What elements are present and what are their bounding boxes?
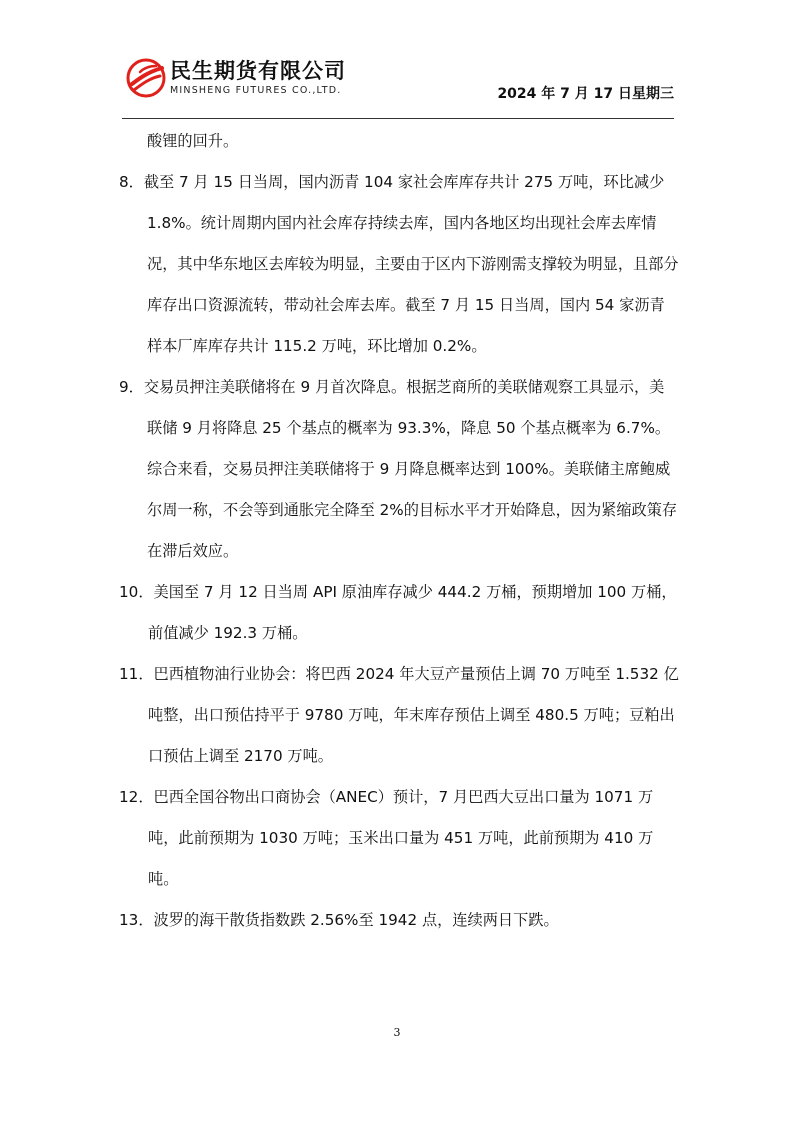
report-body [119, 121, 679, 941]
news-item-9: 9．交易员押注美联储将在 9 月首次降息。根据芝商所的美联储观察工具显示，美联储 9 月将降息 25 个基点的概率为 93.3%，降息 50 个基点概率为 6.7%。综合来看，交易员押注美联储将于 9 月降息概率达到 100%。美联储主席鲍威尔周一称，不会等到通胀完全降至 2%的目标水平才开始降息，因为紧缩政策存在滞后效应。 [119, 378, 678, 560]
news-item-11: 11．巴西植物油行业协会：将巴西 2024 年大豆产量预估上调 70 万吨至 1.532 亿吨整，出口预估持平于 9780 万吨，年末库存预估上调至 480.5 万吨；豆粕出口预估上调至 2170 万吨。 [119, 665, 679, 765]
news-item-8: 8．截至 7 月 15 日当周，国内沥青 104 家社会库库存共计 275 万吨，环比减少 1.8%。统计周期内国内社会库存持续去库，国内各地区均出现社会库去库情况，其中华东地区去库较为明显，主要由于区内下游刚需支撑较为明显，且部分库存出口资源流转，带动社会库去库。截至 7 月 15 日当周，国内 54 家沥青样本厂库库存共计 115.2 万吨，环比增加 0.2%。 [119, 173, 679, 355]
company-logo [122, 54, 372, 102]
page-header [122, 52, 674, 119]
page-number: 3 [393, 1026, 401, 1039]
news-item-10: 10．美国至 7 月 12 日当周 API 原油库存减少 444.2 万桶，预期增加 100 万桶，前值减少 192.3 万桶。 [119, 583, 677, 642]
company-name-cn: 民生期货有限公司 [170, 59, 346, 83]
news-item-13: 13．波罗的海干散货指数跌 2.56%至 1942 点，连续两日下跌。 [119, 911, 559, 929]
news-item-12: 12．巴西全国谷物出口商协会（ANEC）预计，7 月巴西大豆出口量为 1071 万吨，此前预期为 1030 万吨；玉米出口量为 451 万吨，此前预期为 410 万吨。 [119, 788, 654, 888]
continuation-paragraph: 酸锂的回升。 [147, 132, 239, 150]
minsheng-logo-icon [126, 58, 166, 98]
report-date: 2024 年 7 月 17 日星期三 [497, 86, 674, 102]
company-name-en: MINSHENG FUTURES CO.,LTD. [170, 85, 342, 96]
